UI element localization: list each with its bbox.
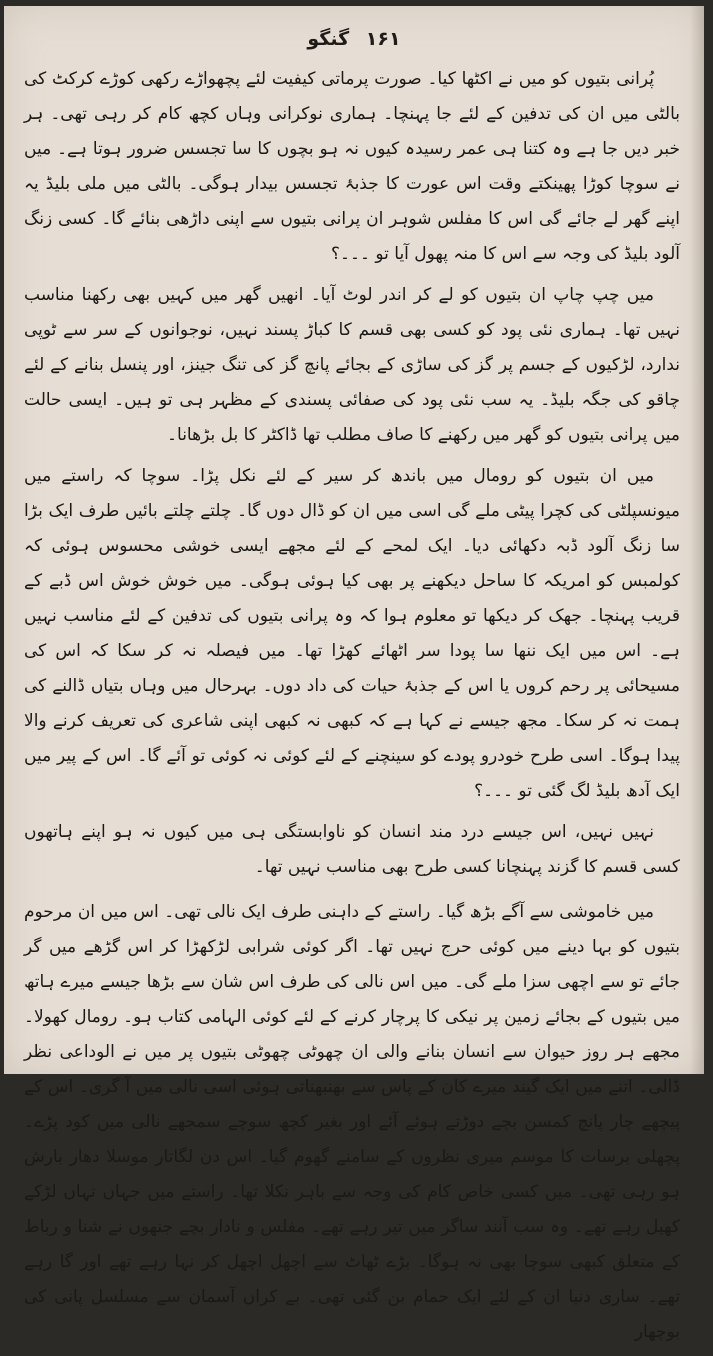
paragraph: میں خاموشی سے آگے بڑھ گیا۔ راستے کے داہنی طرف ایک نالی تھی۔ اس میں ان مرحوم بتیوں کو بہا دینے میں کوئی حرج نہیں تھا۔ اگر کوئی شرابی لڑکھڑا کر اس گڑھے میں گر جائے تو سے اچھی سزا ملے گی۔ میں اس نالی کی طرف اس شان سے بڑھا جیسے میرے ہاتھ میں بتیوں کے بجائے زمین پر نیکی کا پرچار کرنے کے لئے کوئی الہامی کتاب ہو۔ رومال کھولا۔ مجھے ہر روز حیوان سے انسان بنانے والی ان چھوٹی چھوٹی بتیوں پر میں نے الوداعی نظر ڈالی۔ اتنے میں ایک گیند میرے کان کے پاس سے بھنبھناتی ہوئی اسی نالی میں آ گری۔ اس کے پیچھے چار پانچ کمسن بچے دوڑتے ہوئے آئے اور بغیر کچھ سوچے سمجھے نالی میں کود پڑے۔ پچھلی برسات کا موسم میری نظروں کے سامنے گھوم گیا۔ اس دن لگاتار موسلا دھار بارش ہو رہی تھی۔ میں کسی خاص کام کی وجہ سے باہر نکلا تھا۔ راستے میں جہاں تہاں لڑکے کھیل رہے تھے۔ وہ سب آنند ساگر میں تیر رہے تھے۔ مفلس و نادار بچے جنھوں نے شنا و رباط کے متعلق کبھی سوچا بھی نہ ہوگا۔ بڑے ٹھاٹ سے اچھل اچھل کر نہا رہے تھے اور گا رہے تھے۔ ساری دنیا ان کے لئے ایک حمام بن گئی تھی۔ بے کراں آسمان سے مسلسل پانی کی بوچھار [24,902,680,1342]
running-title: گنگو [307,28,350,50]
paragraph: نہیں نہیں، اس جیسے درد مند انسان کو ناوابستگی ہی میں کیوں نہ ہو اپنے ہاتھوں کسی قسم کا گزند پہنچانا کسی طرح بھی مناسب نہیں تھا۔ [24,822,680,877]
text-body [24,62,680,1356]
paragraph: میں ان بتیوں کو رومال میں باندھ کر سیر کے لئے نکل پڑا۔ سوچا کہ راستے میں میونسپلٹی کی کچرا پیٹی ملے گی اسی میں ان کو ڈال دوں گا۔ چلتے چلتے بائیں طرف ایک بڑا سا زنگ آلود ڈبہ دکھائی دیا۔ ایک لمحے کے لئے مجھے ایسی خوشی محسوس ہوئی کہ کولمبس کو امریکہ کا ساحل دیکھنے پر بھی کیا ہوئی ہوگی۔ میں خوش خوش اس ڈبے کے قریب پہنچا۔ جھک کر دیکھا تو معلوم ہوا کہ وہ پرانی بتیوں کی تدفین کے لئے مناسب نہیں ہے۔ اس میں ایک ننھا سا پودا سر اٹھائے کھڑا تھا۔ میں فیصلہ نہ کر سکا کہ اس کی مسیحائی پر رحم کروں یا اس کے جذبۂ حیات کی داد دوں۔ بہرحال میں وہاں بتیاں ڈالنے کی ہمت نہ کر سکا۔ مجھ جیسے نے کہا ہے کہ کبھی نہ کبھی اپنی شاعری کی تعریف کرنے والا پیدا ہوگا۔ اسی طرح خودرو پودے کو سینچنے کے لئے کوئی نہ کوئی تو آئے گا۔ اس کے پیر میں ایک آدھ بلیڈ لگ گئی تو ۔۔۔؟ [24,466,680,801]
page-edge-shadow [690,6,704,1074]
running-head [4,28,704,50]
page-number: ۱۶۱ [365,28,401,50]
book-page [4,6,704,1342]
paragraph: میں چپ چاپ ان بتیوں کو لے کر اندر لوٹ آیا۔ انھیں گھر میں کہیں بھی رکھنا مناسب نہیں تھا۔ ہماری نئی پود کو کسی بھی قسم کا کباڑ پسند نہیں، نوجوانوں کے سر سے ٹوپی ندارد، لڑکیوں کے جسم پر گز کی ساڑی کے بجائے پانچ گز کی تنگ جینز، اور پنسل بنانے کے لئے چاقو کی جگہ بلیڈ۔ یہ سب نئی پود کی صفائی پسندی کے مظہر ہی تو ہیں۔ ایسی حالت میں پرانی بتیوں کو گھر میں رکھنے کا صاف مطلب تھا ڈاکٹر کا بل بڑھانا۔ [24,285,680,445]
paragraph: پُرانی بتیوں کو میں نے اکٹھا کیا۔ صورت پرماتی کیفیت لئے پچھواڑے رکھی کوڑے کرکٹ کی بالٹی میں ان کی تدفین کے لئے جا پہنچا۔ ہماری نوکرانی وہاں کچھ کام کر رہی تھی۔ ہر خبر دیں جا ہے وہ کتنا ہی عمر رسیدہ کیوں نہ ہو بچوں کا سا تجسس ضرور ہوتا ہے۔ میں نے سوچا کوڑا پھینکتے وقت اس عورت کا جذبۂ تجسس بیدار ہوگی۔ بالٹی میں ملی بلیڈ یہ اپنے گھر لے جائے گی اس کا مفلس شوہر ان پرانی بتیوں سے اپنی داڑھی بنائے گا۔ کسی زنگ آلود بلیڈ کی وجہ سے اس کا منہ پھول آیا تو ۔۔۔؟ [24,69,680,264]
